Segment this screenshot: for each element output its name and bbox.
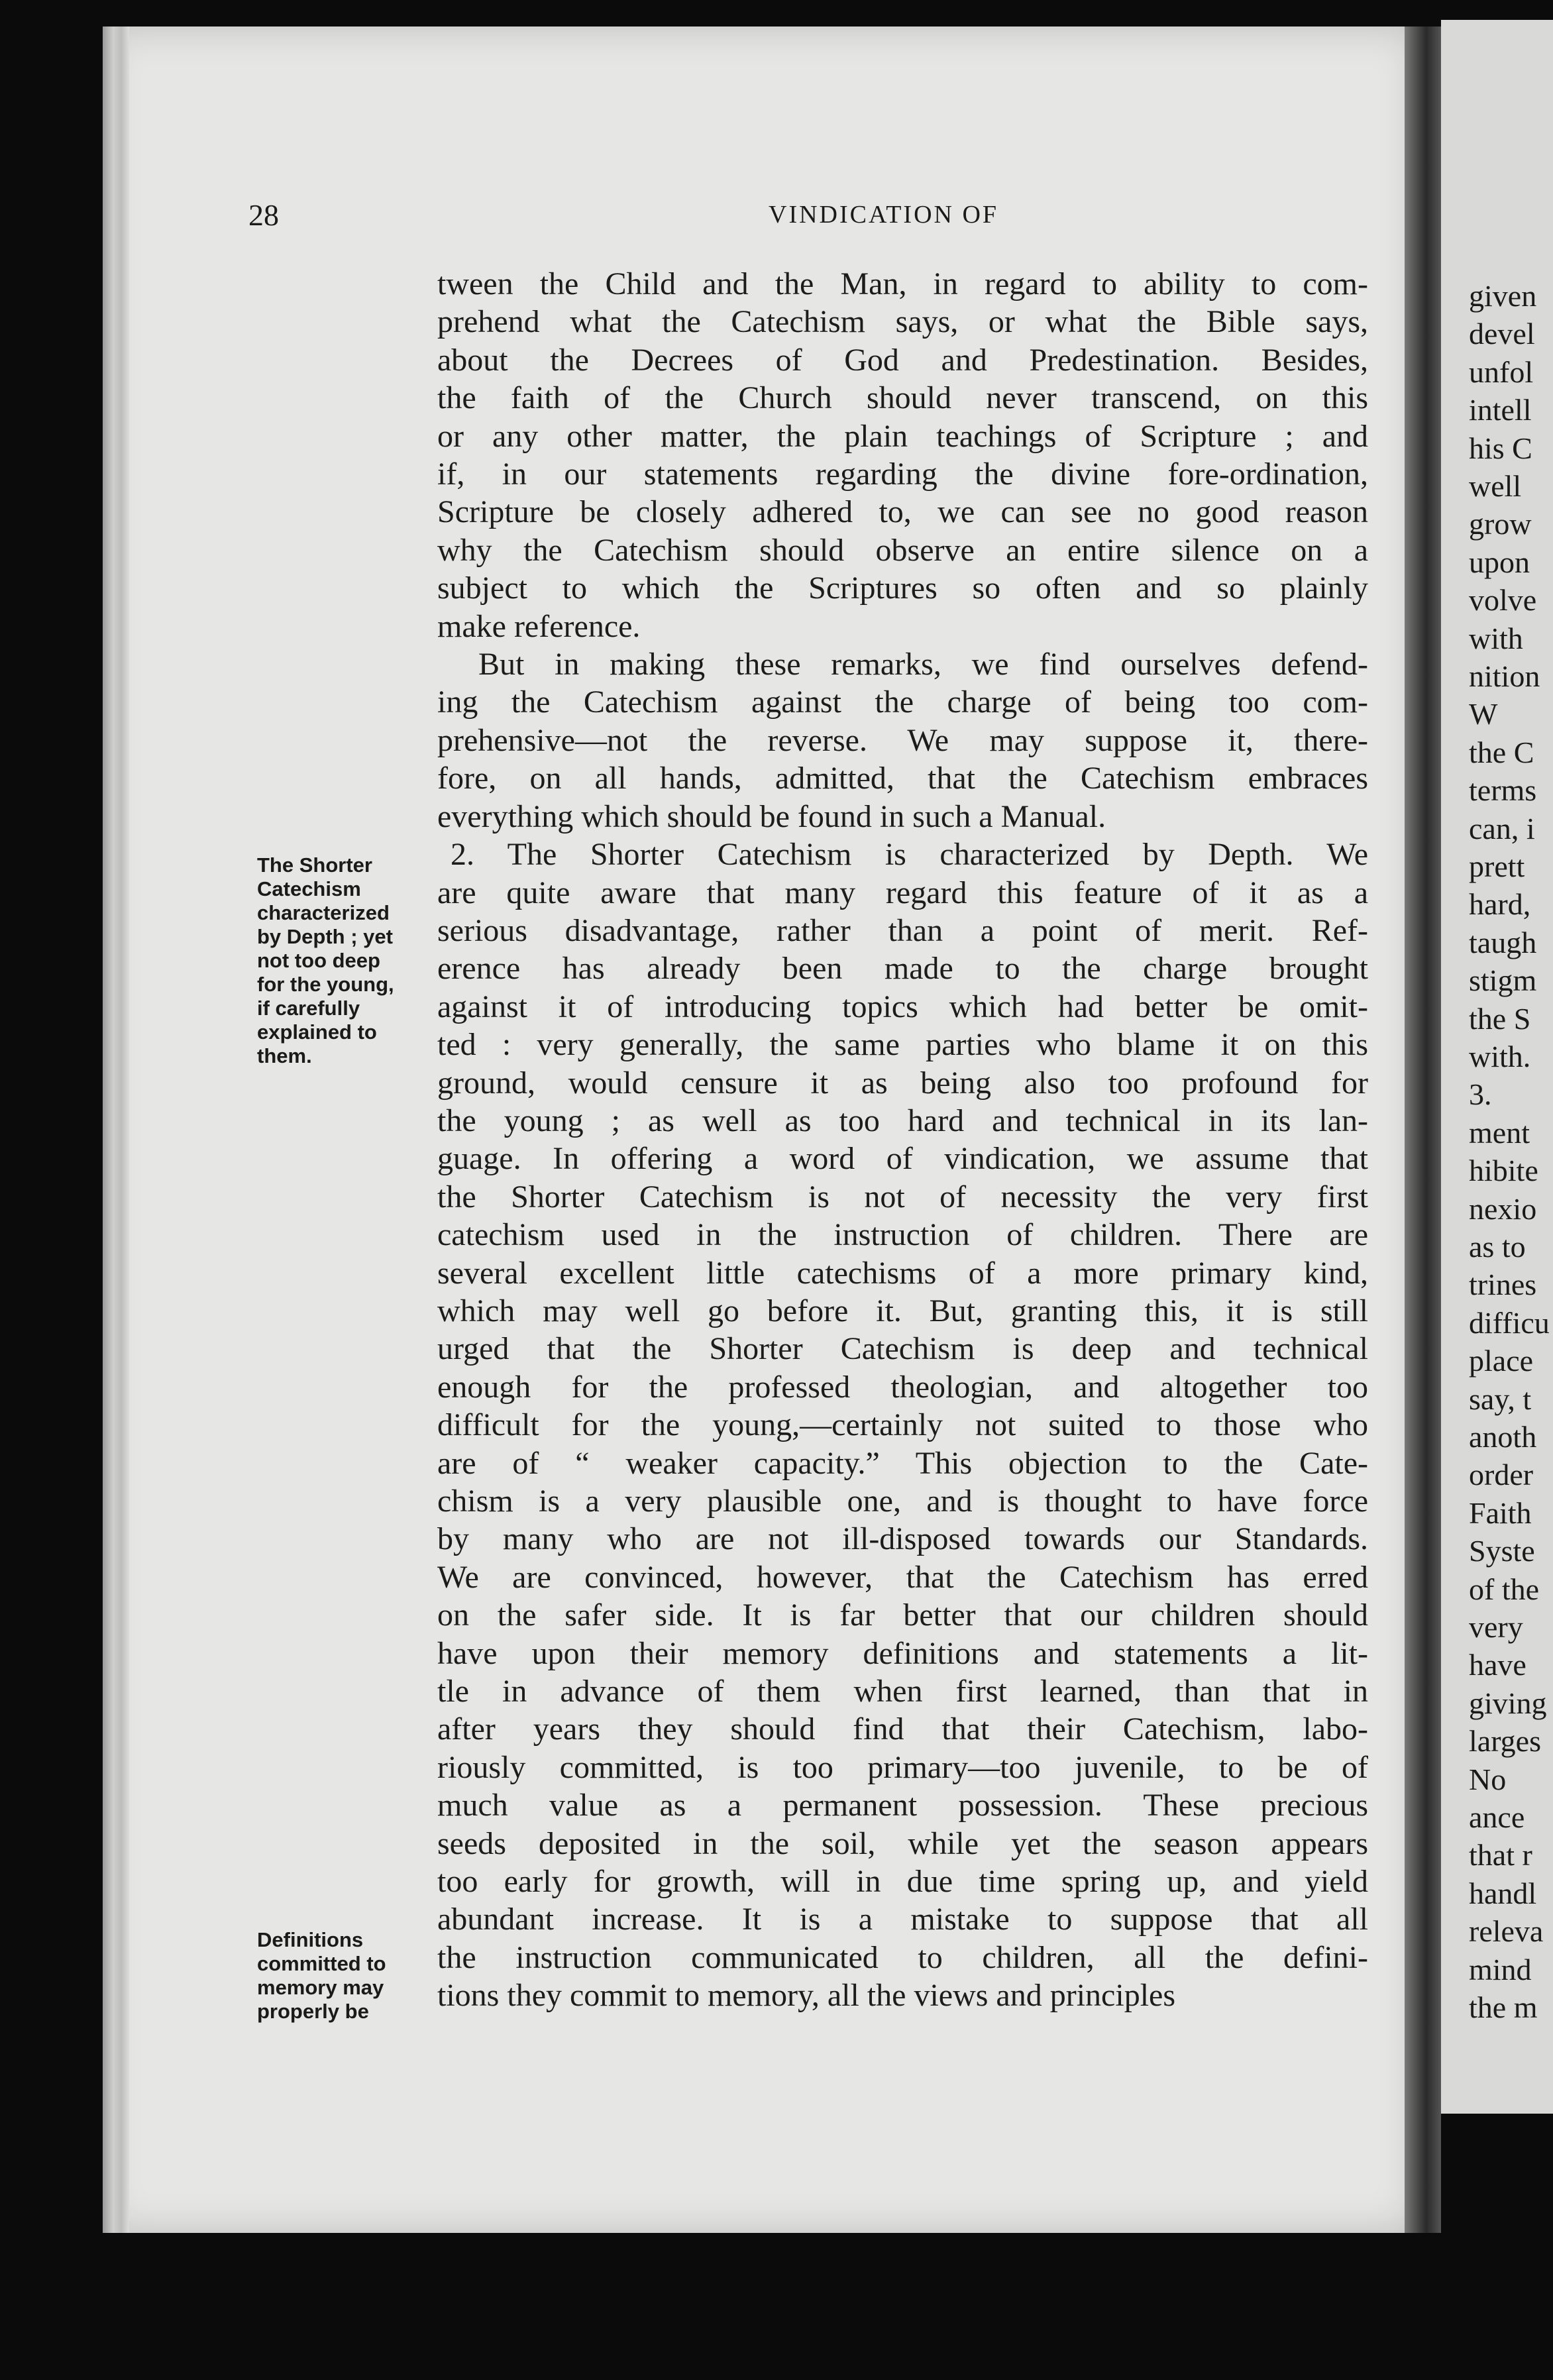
text-line: serious disadvantage, rather than a point of merit. Ref- bbox=[437, 912, 1368, 948]
margin-note-line: The Shorter bbox=[257, 853, 372, 877]
margin-note-line: Catechism bbox=[257, 877, 361, 900]
text-line: Scripture be closely adhered to, we can see no good reason bbox=[437, 494, 1368, 530]
next-page-fragment: place bbox=[1469, 1344, 1534, 1378]
text-line: 2. The Shorter Catechism is characterized by Depth. We bbox=[451, 837, 1368, 873]
next-page-fragment: that r bbox=[1469, 1838, 1532, 1872]
next-page-fragment: releva bbox=[1469, 1914, 1544, 1949]
next-page-fragment: hard, bbox=[1469, 887, 1531, 922]
next-page-fragment: ment bbox=[1469, 1115, 1530, 1150]
margin-note-line: characterized bbox=[257, 901, 390, 924]
next-page-fragment: ance bbox=[1469, 1800, 1525, 1834]
text-line: prehend what the Catechism says, or what the Bible says, bbox=[437, 304, 1368, 340]
next-page-fragment: given bbox=[1469, 279, 1537, 313]
text-line: or any other matter, the plain teachings of Scripture ; and bbox=[437, 418, 1368, 454]
text-line: by many who are not ill-disposed towards our Standards. bbox=[437, 1521, 1368, 1557]
next-page-fragment: giving bbox=[1469, 1686, 1547, 1720]
text-line: seeds deposited in the soil, while yet the season appears bbox=[437, 1825, 1368, 1861]
margin-note-line: committed to bbox=[257, 1952, 386, 1975]
next-page-fragment: devel bbox=[1469, 317, 1535, 351]
text-line: everything which should be found in such a Manual. bbox=[437, 798, 1106, 834]
next-page-fragment: volve bbox=[1469, 583, 1537, 618]
text-line: the faith of the Church should never transcend, on this bbox=[437, 380, 1368, 416]
next-page-fragment: well bbox=[1469, 469, 1522, 503]
text-line: are of “ weaker capacity.” This objection to the Cate- bbox=[437, 1445, 1368, 1481]
next-page-fragment: No bbox=[1469, 1762, 1507, 1796]
margin-note-line: by Depth ; yet bbox=[257, 925, 393, 948]
margin-note-line: not too deep bbox=[257, 949, 380, 972]
margin-note-line: properly be bbox=[257, 2000, 369, 2023]
text-line: enough for the professed theologian, and altogether too bbox=[437, 1369, 1368, 1405]
text-line: the instruction communicated to children, all the defini- bbox=[437, 1939, 1368, 1975]
margin-note-definitions bbox=[257, 1928, 449, 2024]
next-page-fragment: order bbox=[1469, 1458, 1534, 1492]
margin-note-line: memory may bbox=[257, 1976, 384, 1999]
next-page-fragment: trines bbox=[1469, 1268, 1537, 1302]
text-line: difficult for the young,—certainly not suited to those who bbox=[437, 1407, 1368, 1443]
text-line: erence has already been made to the charge brought bbox=[437, 951, 1368, 987]
next-page-fragment: with. bbox=[1469, 1040, 1531, 1073]
text-line: ground, would censure it as being also too profound for bbox=[437, 1065, 1368, 1101]
margin-note-line: explained to bbox=[257, 1020, 377, 1044]
book-gutter bbox=[1405, 27, 1441, 2233]
text-line: ted : very generally, the same parties who blame it on this bbox=[437, 1027, 1368, 1063]
text-line: catechism used in the instruction of children. There are bbox=[437, 1217, 1368, 1253]
text-line: We are convinced, however, that the Catechism has erred bbox=[437, 1559, 1368, 1595]
next-page-fragment: mind bbox=[1469, 1952, 1532, 1986]
next-page-fragment: W bbox=[1469, 697, 1498, 731]
next-page-fragment: Syste bbox=[1469, 1534, 1535, 1568]
margin-note-line: for the young, bbox=[257, 973, 394, 996]
next-page-fragment: hibite bbox=[1469, 1154, 1538, 1188]
text-line: urged that the Shorter Catechism is deep and technical bbox=[437, 1331, 1368, 1367]
next-page-fragment: anoth bbox=[1469, 1420, 1537, 1454]
next-page-fragment: as to bbox=[1469, 1230, 1526, 1264]
text-line: tions they commit to memory, all the views and principles bbox=[437, 1978, 1176, 2014]
next-page-fragment: upon bbox=[1469, 545, 1530, 579]
next-page-fragment: prett bbox=[1469, 849, 1525, 883]
next-page-fragment: Faith bbox=[1469, 1495, 1532, 1530]
text-line: fore, on all hands, admitted, that the Catechism embraces bbox=[437, 761, 1368, 796]
next-page-fragment: terms bbox=[1469, 773, 1537, 808]
text-line: on the safer side. It is far better that our children should bbox=[437, 1597, 1368, 1633]
margin-note-depth bbox=[257, 853, 449, 1068]
text-line: are quite aware that many regard this feature of it as a bbox=[437, 875, 1368, 910]
next-page-fragment: the S bbox=[1469, 1001, 1531, 1036]
text-line: the young ; as well as too hard and technical in its lan- bbox=[437, 1103, 1368, 1138]
text-line: much value as a permanent possession. These precious bbox=[437, 1788, 1368, 1823]
body-text bbox=[437, 265, 1368, 2015]
next-page-fragment: with bbox=[1469, 621, 1523, 655]
next-page-fragment: say, t bbox=[1469, 1381, 1532, 1416]
text-line: several excellent little catechisms of a more primary kind, bbox=[437, 1255, 1368, 1291]
text-line: riously committed, is too primary—too juvenile, to be of bbox=[437, 1749, 1368, 1785]
page-edge-binding bbox=[103, 27, 129, 2233]
text-line: But in making these remarks, we find ourselves defend- bbox=[478, 647, 1368, 682]
text-line: tle in advance of them when first learned, than that in bbox=[437, 1674, 1368, 1709]
text-line: make reference. bbox=[437, 608, 641, 644]
next-page-fragment: nexio bbox=[1469, 1191, 1537, 1226]
text-line: guage. In offering a word of vindication, we assume that bbox=[437, 1141, 1368, 1177]
text-line: abundant increase. It is a mistake to suppose that all bbox=[437, 1902, 1368, 1937]
next-page-fragment: of the bbox=[1469, 1572, 1540, 1606]
text-line: if, in our statements regarding the divine fore-ordination, bbox=[437, 457, 1368, 492]
text-line: subject to which the Scriptures so often and so plainly bbox=[437, 570, 1368, 606]
next-page-fragment: taugh bbox=[1469, 925, 1537, 959]
running-head: VINDICATION OF bbox=[769, 201, 999, 229]
margin-note-line: Definitions bbox=[257, 1928, 364, 1951]
next-page-edge bbox=[1441, 20, 1553, 2114]
text-line: tween the Child and the Man, in regard to ability to com- bbox=[437, 266, 1368, 301]
text-line: have upon their memory definitions and statements a lit- bbox=[437, 1635, 1368, 1671]
next-page-fragment: the C bbox=[1469, 735, 1534, 769]
next-page-fragment: intell bbox=[1469, 393, 1532, 427]
text-line: prehensive—not the reverse. We may suppose it, there- bbox=[437, 722, 1368, 758]
next-page-fragment: his C bbox=[1469, 431, 1532, 465]
next-page-fragment: nition bbox=[1469, 659, 1540, 693]
next-page-fragment: have bbox=[1469, 1648, 1526, 1682]
page-number: 28 bbox=[248, 198, 279, 232]
next-page-fragment: unfol bbox=[1469, 354, 1534, 389]
text-line: which may well go before it. But, granting this, it is still bbox=[437, 1293, 1368, 1328]
text-line: against it of introducing topics which had better be omit- bbox=[437, 989, 1368, 1024]
text-line: why the Catechism should observe an entire silence on a bbox=[437, 532, 1368, 568]
margin-note-line: if carefully bbox=[257, 997, 360, 1020]
next-page-fragment: difficu bbox=[1469, 1305, 1550, 1340]
next-page-fragment: handl bbox=[1469, 1876, 1537, 1910]
text-line: about the Decrees of God and Predestination. Besides, bbox=[437, 342, 1368, 378]
text-line: ing the Catechism against the charge of being too com- bbox=[437, 684, 1368, 720]
next-page-fragment: stigm bbox=[1469, 963, 1537, 998]
text-line: after years they should find that their Catechism, labo- bbox=[437, 1711, 1368, 1747]
next-page-fragment: 3. bbox=[1469, 1077, 1492, 1112]
text-line: the Shorter Catechism is not of necessity the very first bbox=[437, 1179, 1368, 1215]
margin-note-line: them. bbox=[257, 1044, 312, 1067]
text-line: chism is a very plausible one, and is thought to have force bbox=[437, 1484, 1368, 1519]
next-page-fragment: very bbox=[1469, 1610, 1523, 1644]
next-page-fragment: larges bbox=[1469, 1724, 1542, 1758]
next-page-fragment: the m bbox=[1469, 1990, 1538, 2024]
text-line: too early for growth, will in due time spring up, and yield bbox=[437, 1864, 1368, 1900]
next-page-fragment: grow bbox=[1469, 507, 1532, 541]
next-page-fragment: can, i bbox=[1469, 811, 1535, 845]
